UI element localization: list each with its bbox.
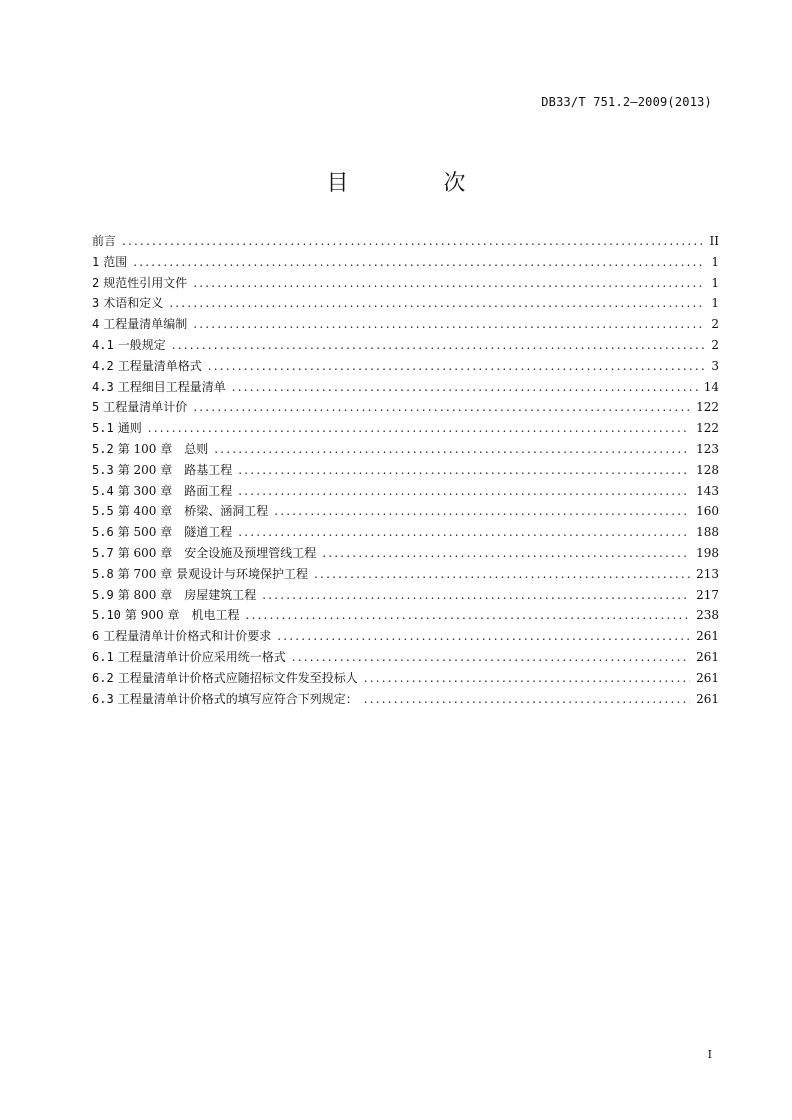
toc-entry-page: 2 [711, 337, 719, 352]
toc-leader-dots [274, 501, 690, 522]
toc-entry-number: 4.1 [92, 337, 114, 352]
toc-entry-number: 5.2 [92, 441, 114, 456]
toc-entry[interactable] [92, 397, 719, 418]
toc-entry-number: 5.10 [92, 608, 121, 623]
toc-entry-page: 14 [703, 379, 719, 394]
toc-entry-page: 188 [696, 525, 719, 540]
toc-leader-dots [238, 460, 690, 481]
toc-entry[interactable] [92, 668, 719, 689]
toc-entry-number: 3 [92, 296, 100, 311]
toc-leader-dots [193, 397, 690, 418]
toc-entry-page: 261 [696, 691, 719, 706]
toc-entry-number: 5 [92, 400, 100, 415]
toc-entry[interactable] [92, 481, 719, 502]
toc-entry-page: 123 [696, 441, 719, 456]
toc-entry[interactable] [92, 252, 719, 273]
toc-entry-number: 4 [92, 317, 100, 332]
toc-entry-page: 3 [711, 358, 719, 373]
toc-entry-label: 工程量清单编制 [103, 317, 188, 332]
toc-entry-label: 第 800 章 房屋建筑工程 [117, 587, 257, 602]
toc-entry-page: 198 [696, 545, 719, 560]
toc-entry-label: 工程量清单格式 [117, 358, 202, 373]
toc-entry[interactable] [92, 356, 719, 377]
toc-entry-page: 128 [696, 462, 719, 477]
toc-entry-page: 122 [696, 400, 719, 415]
toc-entry[interactable] [92, 314, 719, 335]
toc-entry-page: 261 [696, 649, 719, 664]
toc-entry-number: 5.9 [92, 587, 114, 602]
document-code: DB33/T 751.2—2009(2013) [541, 95, 712, 109]
toc-entry-number: 6.2 [92, 670, 114, 685]
toc-entry-label: 第 200 章 路基工程 [117, 462, 233, 477]
toc-entry-number: 1 [92, 254, 100, 269]
toc-entry[interactable] [92, 585, 719, 606]
toc-entry[interactable] [92, 418, 719, 439]
toc-entry-page: 160 [696, 504, 719, 519]
toc-entry-number: 5.1 [92, 421, 114, 436]
toc-leader-dots [238, 481, 690, 502]
toc-entry-number: 6.3 [92, 691, 114, 706]
toc-entry-label: 第 100 章 总则 [117, 441, 209, 456]
toc-entry-number: 6 [92, 629, 100, 644]
toc-entry[interactable] [92, 460, 719, 481]
toc-entry-page: 143 [696, 483, 719, 498]
toc-entry-number: 5.8 [92, 566, 114, 581]
toc-entry-number: 5.7 [92, 545, 114, 560]
toc-title: 目 次 [326, 171, 510, 196]
toc-entry[interactable] [92, 439, 719, 460]
toc-leader-dots [172, 335, 706, 356]
toc-entry-number: 6.1 [92, 649, 114, 664]
toc-entry[interactable] [92, 293, 719, 314]
toc-entry-label: 范围 [103, 254, 128, 269]
toc-entry[interactable] [92, 335, 719, 356]
toc-leader-dots [292, 647, 690, 668]
toc-entry-label: 第 500 章 隧道工程 [117, 525, 233, 540]
toc-leader-dots [322, 543, 690, 564]
toc-leader-dots [133, 252, 705, 273]
toc-entry[interactable] [92, 522, 719, 543]
toc-leader-dots [193, 314, 705, 335]
toc-leader-dots [262, 585, 690, 606]
table-of-contents [92, 231, 719, 709]
toc-entry-label: 一般规定 [117, 337, 166, 352]
toc-entry-label: 工程量清单计价应采用统一格式 [117, 649, 286, 664]
toc-entry[interactable] [92, 501, 719, 522]
toc-entry-number: 5.3 [92, 462, 114, 477]
toc-entry-label: 工程细目工程量清单 [117, 379, 226, 394]
toc-entry-page: 1 [711, 275, 719, 290]
toc-entry-page: 2 [711, 317, 719, 332]
toc-entry[interactable] [92, 543, 719, 564]
toc-leader-dots [314, 564, 690, 585]
toc-leader-dots [122, 231, 704, 252]
toc-entry-page: 261 [696, 670, 719, 685]
toc-entry-label: 通则 [117, 421, 142, 436]
toc-leader-dots [214, 439, 690, 460]
toc-entry-label: 工程量清单计价格式的填写应符合下列规定： [117, 691, 358, 706]
toc-entry-number: 2 [92, 275, 100, 290]
toc-leader-dots [245, 605, 690, 626]
toc-entry-label: 第 600 章 安全设施及预埋管线工程 [117, 545, 317, 560]
toc-entry-page: 1 [711, 254, 719, 269]
toc-entry-number: 5.5 [92, 504, 114, 519]
toc-entry-number: 5.6 [92, 525, 114, 540]
toc-leader-dots [364, 668, 690, 689]
toc-entry-number: 5.4 [92, 483, 114, 498]
toc-entry-page: 238 [696, 608, 719, 623]
toc-entry[interactable] [92, 647, 719, 668]
toc-entry[interactable] [92, 626, 719, 647]
toc-entry-page: 1 [711, 296, 719, 311]
toc-entry[interactable] [92, 377, 719, 398]
toc-leader-dots [148, 418, 690, 439]
toc-leader-dots [238, 522, 690, 543]
toc-leader-dots [193, 273, 705, 294]
toc-entry-page: 122 [696, 421, 719, 436]
toc-entry-label: 第 900 章 机电工程 [124, 608, 240, 623]
toc-entry-page: II [709, 234, 719, 248]
toc-entry[interactable] [92, 564, 719, 585]
toc-entry-label: 第 300 章 路面工程 [117, 483, 233, 498]
toc-entry-label: 工程量清单计价格式应随招标文件发至投标人 [117, 670, 358, 685]
toc-entry[interactable] [92, 605, 719, 626]
toc-entry[interactable] [92, 273, 719, 294]
toc-entry-label: 术语和定义 [103, 296, 164, 311]
toc-entry-page: 261 [696, 629, 719, 644]
toc-entry[interactable] [92, 231, 719, 252]
toc-entry-label: 第 400 章 桥梁、涵洞工程 [117, 504, 269, 519]
toc-entry-label: 规范性引用文件 [103, 275, 188, 290]
toc-leader-dots [232, 377, 698, 398]
toc-entry-number: 4.3 [92, 379, 114, 394]
toc-entry-label: 前言 [92, 234, 117, 248]
toc-entry-label: 工程量清单计价格式和计价要求 [103, 629, 272, 644]
toc-entry[interactable] [92, 689, 719, 710]
toc-leader-dots [169, 293, 705, 314]
toc-entry-number: 4.2 [92, 358, 114, 373]
toc-leader-dots [277, 626, 690, 647]
toc-entry-page: 213 [696, 566, 719, 581]
toc-leader-dots [364, 689, 690, 710]
toc-leader-dots [208, 356, 706, 377]
toc-entry-label: 工程量清单计价 [103, 400, 188, 415]
page-number: I [707, 1048, 712, 1061]
toc-entry-label: 第 700 章 景观设计与环境保护工程 [117, 566, 309, 581]
toc-entry-page: 217 [696, 587, 719, 602]
